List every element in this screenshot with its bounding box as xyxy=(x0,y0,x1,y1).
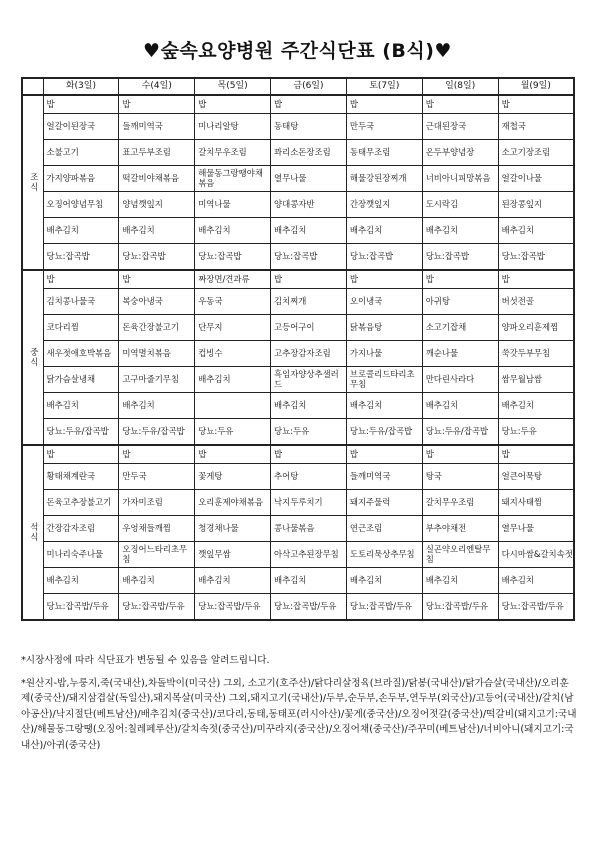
menu-cell: 닭가슴살냉채 xyxy=(43,367,119,393)
menu-cell: 배추김치 xyxy=(271,568,347,594)
menu-cell: 황태채계란국 xyxy=(43,464,119,490)
menu-cell: 연근조림 xyxy=(346,516,422,542)
menu-cell: 다시마쌈&갈치속젓 xyxy=(498,542,574,568)
menu-cell: 부추야채전 xyxy=(422,516,498,542)
menu-cell: 컵빙수 xyxy=(195,341,271,367)
menu-row xyxy=(22,244,574,271)
menu-cell: 추어탕 xyxy=(271,464,347,490)
menu-cell: 배추김치 xyxy=(43,568,119,594)
menu-cell: 들깨미역국 xyxy=(346,464,422,490)
menu-cell: 브로콜리드타리초무침 xyxy=(346,367,422,393)
menu-cell: 배추김치 xyxy=(498,218,574,244)
menu-cell: 아귀탕 xyxy=(422,289,498,315)
menu-cell: 재첩국 xyxy=(498,114,574,140)
meal-label-char: 식 xyxy=(30,356,39,367)
meal-label-char: 조 xyxy=(30,172,39,182)
menu-cell: 해물강된장찌개 xyxy=(346,166,422,192)
menu-cell: 갈치무우조림 xyxy=(195,140,271,166)
meal-label-char: 식 xyxy=(30,531,39,542)
menu-cell: 우엉채들깨찜 xyxy=(119,516,195,542)
menu-cell: 얼갈이된장국 xyxy=(43,114,119,140)
day-header: 토(7일) xyxy=(346,78,422,95)
day-header: 화(3일) xyxy=(43,78,119,95)
menu-cell: 당뇨:두유 xyxy=(271,419,347,446)
menu-cell: 배추김치 xyxy=(119,568,195,594)
menu-cell: 당뇨:잡곡밥 xyxy=(498,244,574,271)
menu-cell: 배추김치 xyxy=(195,568,271,594)
menu-cell: 꽃게탕 xyxy=(195,464,271,490)
menu-cell: 미나리알탕 xyxy=(195,114,271,140)
note-origin: *원산지-밥,누룽지,죽(국내산),차돌박이(미국산) 그외, 소고기(호주산)/닭다리살정육(브라질)/닭봉(국내산)/닭가슴살(국내산)/오리훈제(중국산)/돼지삼겹살(독일산),돼지목살(미국산) 그외,돼지고기(국내산)/두부,순두부,손두부,연두부(외국산)/고등어(국내산)/갈치(남아공산)/낙지절단(베트남산)/배추김치(중국산)/코다리,동태,동태포(러시아산)/꽃게(중국산)/오징어젓갈(중국산)/떡갈비(돼지고기:국내산)/해물동그랑땡(오징어:칠레페루산)/갈치속젓(중국산)/미꾸라지(중국산)/오징어채(중국산)/주꾸미(베트남산)/너비아니(돼지고기:국내산)/아귀(중국산) xyxy=(21,677,577,751)
menu-cell: 양파오리훈제찜 xyxy=(498,315,574,341)
menu-cell: 오이냉국 xyxy=(346,289,422,315)
menu-cell: 당뇨:두유 xyxy=(195,419,271,446)
menu-cell: 당뇨:잡곡밥 xyxy=(119,244,195,271)
menu-row xyxy=(22,419,574,446)
menu-cell: 배추김치 xyxy=(498,393,574,419)
menu-cell: 얼갈이나물 xyxy=(498,166,574,192)
day-header: 수(4일) xyxy=(119,78,195,95)
menu-row xyxy=(22,445,574,464)
menu-cell: 배추김치 xyxy=(119,218,195,244)
day-header: 일(8일) xyxy=(422,78,498,95)
menu-cell: 밥 xyxy=(195,95,271,114)
menu-cell: 소고기잡채 xyxy=(422,315,498,341)
menu-cell: 배추김치 xyxy=(119,393,195,419)
meal-label-char: 식 xyxy=(30,181,39,192)
menu-cell: 당뇨:두유/잡곡밥 xyxy=(43,419,119,446)
menu-cell: 들깨미역국 xyxy=(119,114,195,140)
menu-cell: 가지나물 xyxy=(346,341,422,367)
menu-cell: 코다리찜 xyxy=(43,315,119,341)
menu-cell: 청경채나물 xyxy=(195,516,271,542)
menu-cell: 낙지두루치기 xyxy=(271,490,347,516)
menu-cell: 쑥갓두부무침 xyxy=(498,341,574,367)
menu-cell: 밥 xyxy=(346,95,422,114)
day-header: 금(6일) xyxy=(271,78,347,95)
menu-cell: 밥 xyxy=(422,270,498,289)
menu-cell: 김치콩나물국 xyxy=(43,289,119,315)
menu-cell: 밥 xyxy=(271,445,347,464)
menu-cell: 양대콩자반 xyxy=(271,192,347,218)
menu-cell: 탕국 xyxy=(422,464,498,490)
menu-cell: 밥 xyxy=(43,95,119,114)
menu-cell: 김치찌개 xyxy=(271,289,347,315)
menu-cell: 열무나물 xyxy=(498,516,574,542)
menu-row xyxy=(22,95,574,114)
menu-cell: 돼지주물럭 xyxy=(346,490,422,516)
menu-cell: 고등어구이 xyxy=(271,315,347,341)
menu-cell: 배추김치 xyxy=(346,393,422,419)
menu-cell: 짜장면/견과류 xyxy=(195,270,271,289)
meal-section xyxy=(22,445,574,620)
meal-section xyxy=(22,95,574,270)
menu-cell: 당뇨:잡곡밥 xyxy=(346,244,422,271)
menu-cell: 배추김치 xyxy=(43,393,119,419)
menu-cell: 복숭아냉국 xyxy=(119,289,195,315)
menu-cell: 밥 xyxy=(498,445,574,464)
menu-cell: 우동국 xyxy=(195,289,271,315)
menu-row xyxy=(22,218,574,244)
menu-cell: 오리훈제야채볶음 xyxy=(195,490,271,516)
menu-row xyxy=(22,594,574,621)
menu-cell: 당뇨:잡곡밥 xyxy=(43,244,119,271)
menu-cell: 당뇨:잡곡밥/두유 xyxy=(43,594,119,621)
day-header-row xyxy=(22,78,574,95)
menu-cell: 오징어양념무침 xyxy=(43,192,119,218)
menu-cell: 갈치무우조림 xyxy=(422,490,498,516)
menu-cell: 배추김치 xyxy=(498,568,574,594)
menu-cell: 된장콩잎지 xyxy=(498,192,574,218)
menu-cell: 떡갈비야채볶음 xyxy=(119,166,195,192)
meal-label xyxy=(22,95,43,270)
menu-cell: 얼큰어묵탕 xyxy=(498,464,574,490)
menu-row xyxy=(22,140,574,166)
meal-label xyxy=(22,270,43,445)
menu-cell: 아삭고추된장무침 xyxy=(271,542,347,568)
menu-row xyxy=(22,568,574,594)
menu-cell: 배추김치 xyxy=(346,218,422,244)
menu-cell: 온두부양념장 xyxy=(422,140,498,166)
menu-cell: 도시락김 xyxy=(422,192,498,218)
menu-cell: 배추김치 xyxy=(422,218,498,244)
menu-cell: 실곤약오리엔탈무침 xyxy=(422,542,498,568)
menu-cell: 근대된장국 xyxy=(422,114,498,140)
menu-cell: 배추김치 xyxy=(422,393,498,419)
menu-cell: 밥 xyxy=(422,95,498,114)
menu-row xyxy=(22,464,574,490)
note-change: *시장사정에 따라 식단표가 변동될 수 있음을 알려드립니다. xyxy=(21,655,270,666)
menu-cell: 당뇨:두유/잡곡밥 xyxy=(119,419,195,446)
menu-cell: 소불고기 xyxy=(43,140,119,166)
menu-cell: 표고두부조림 xyxy=(119,140,195,166)
menu-cell: 당뇨:잡곡밥/두유 xyxy=(195,594,271,621)
menu-cell: 배추김치 xyxy=(271,393,347,419)
menu-cell: 가지양파볶음 xyxy=(43,166,119,192)
menu-row xyxy=(22,315,574,341)
menu-cell: 고추장감자조림 xyxy=(271,341,347,367)
menu-cell: 당뇨:잡곡밥/두유 xyxy=(346,594,422,621)
menu-cell: 도토리묵상추무침 xyxy=(346,542,422,568)
menu-cell: 밥 xyxy=(119,445,195,464)
menu-row xyxy=(22,542,574,568)
menu-cell: 만다린사라다 xyxy=(422,367,498,393)
menu-cell: 닭볶음탕 xyxy=(346,315,422,341)
menu-cell: 당뇨:두유 xyxy=(498,419,574,446)
menu-cell: 밥 xyxy=(43,445,119,464)
menu-row xyxy=(22,516,574,542)
menu-cell: 당뇨:잡곡밥 xyxy=(195,244,271,271)
menu-cell: 양념깻잎지 xyxy=(119,192,195,218)
meal-label-char: 중 xyxy=(30,347,39,357)
menu-cell: 밥 xyxy=(271,270,347,289)
menu-cell: 당뇨:잡곡밥/두유 xyxy=(422,594,498,621)
menu-cell: 동태탕 xyxy=(271,114,347,140)
menu-cell: 돈육간장불고기 xyxy=(119,315,195,341)
menu-cell: 밥 xyxy=(346,270,422,289)
menu-cell: 당뇨:잡곡밥/두유 xyxy=(271,594,347,621)
menu-cell: 버섯전골 xyxy=(498,289,574,315)
menu-cell: 미역멸치볶음 xyxy=(119,341,195,367)
menu-cell: 배추김치 xyxy=(195,367,271,393)
menu-cell: 밥 xyxy=(498,95,574,114)
menu-row xyxy=(22,393,574,419)
menu-cell: 배추김치 xyxy=(271,218,347,244)
menu-cell: 흑임자양상추샐러드 xyxy=(271,367,347,393)
menu-cell: 밥 xyxy=(498,270,574,289)
menu-cell: 배추김치 xyxy=(43,218,119,244)
menu-cell: 너비아니피망볶음 xyxy=(422,166,498,192)
menu-cell: 고구마줄기무침 xyxy=(119,367,195,393)
menu-cell xyxy=(195,393,271,419)
menu-cell: 배추김치 xyxy=(422,568,498,594)
menu-cell: 간장깻잎지 xyxy=(346,192,422,218)
menu-cell: 콩나물볶음 xyxy=(271,516,347,542)
menu-cell: 해물동그랑땡야채볶음 xyxy=(195,166,271,192)
meal-label-char: 석 xyxy=(30,522,39,532)
day-header: 목(5일) xyxy=(195,78,271,95)
menu-cell: 당뇨:두유/잡곡밥 xyxy=(346,419,422,446)
menu-cell: 당뇨:잡곡밥 xyxy=(422,244,498,271)
menu-cell: 깻잎무쌈 xyxy=(195,542,271,568)
menu-cell: 오징어느타리초무침 xyxy=(119,542,195,568)
meal-label xyxy=(22,445,43,620)
menu-cell: 새우젓애호박볶음 xyxy=(43,341,119,367)
page-title: ♥숲속요양병원 주간식단표 (B식)♥ xyxy=(143,40,452,62)
menu-cell: 쌈무월남쌈 xyxy=(498,367,574,393)
corner-cell xyxy=(22,78,43,95)
menu-row xyxy=(22,166,574,192)
day-header: 월(9일) xyxy=(498,78,574,95)
menu-row xyxy=(22,341,574,367)
menu-cell: 깨순나물 xyxy=(422,341,498,367)
meal-section xyxy=(22,270,574,445)
menu-cell: 미역나물 xyxy=(195,192,271,218)
menu-cell: 밥 xyxy=(422,445,498,464)
menu-cell: 당뇨:두유/잡곡밥 xyxy=(422,419,498,446)
menu-cell: 꽈리소돈장조림 xyxy=(271,140,347,166)
menu-cell: 미나리숙주나물 xyxy=(43,542,119,568)
menu-cell: 간장감자조림 xyxy=(43,516,119,542)
menu-row xyxy=(22,114,574,140)
menu-cell: 소고기장조림 xyxy=(498,140,574,166)
menu-cell: 당뇨:잡곡밥/두유 xyxy=(498,594,574,621)
notes xyxy=(21,653,577,753)
menu-cell: 밥 xyxy=(43,270,119,289)
menu-cell: 동태무조림 xyxy=(346,140,422,166)
menu-cell: 밥 xyxy=(346,445,422,464)
menu-cell: 배추김치 xyxy=(346,568,422,594)
menu-row xyxy=(22,270,574,289)
menu-cell: 돈육고추장불고기 xyxy=(43,490,119,516)
menu-cell: 열무나물 xyxy=(271,166,347,192)
weekly-menu-table xyxy=(21,77,575,621)
menu-row xyxy=(22,192,574,218)
menu-cell: 돼지사태찜 xyxy=(498,490,574,516)
menu-cell: 당뇨:잡곡밥/두유 xyxy=(119,594,195,621)
menu-cell: 밥 xyxy=(271,95,347,114)
menu-cell: 만두국 xyxy=(346,114,422,140)
menu-cell: 단무지 xyxy=(195,315,271,341)
menu-cell: 밥 xyxy=(119,270,195,289)
menu-row xyxy=(22,490,574,516)
menu-cell: 밥 xyxy=(195,445,271,464)
menu-cell: 배추김치 xyxy=(195,218,271,244)
menu-cell: 만두국 xyxy=(119,464,195,490)
menu-row xyxy=(22,367,574,393)
menu-row xyxy=(22,289,574,315)
menu-cell: 밥 xyxy=(119,95,195,114)
menu-cell: 당뇨:잡곡밥 xyxy=(271,244,347,271)
menu-cell: 가자미조림 xyxy=(119,490,195,516)
